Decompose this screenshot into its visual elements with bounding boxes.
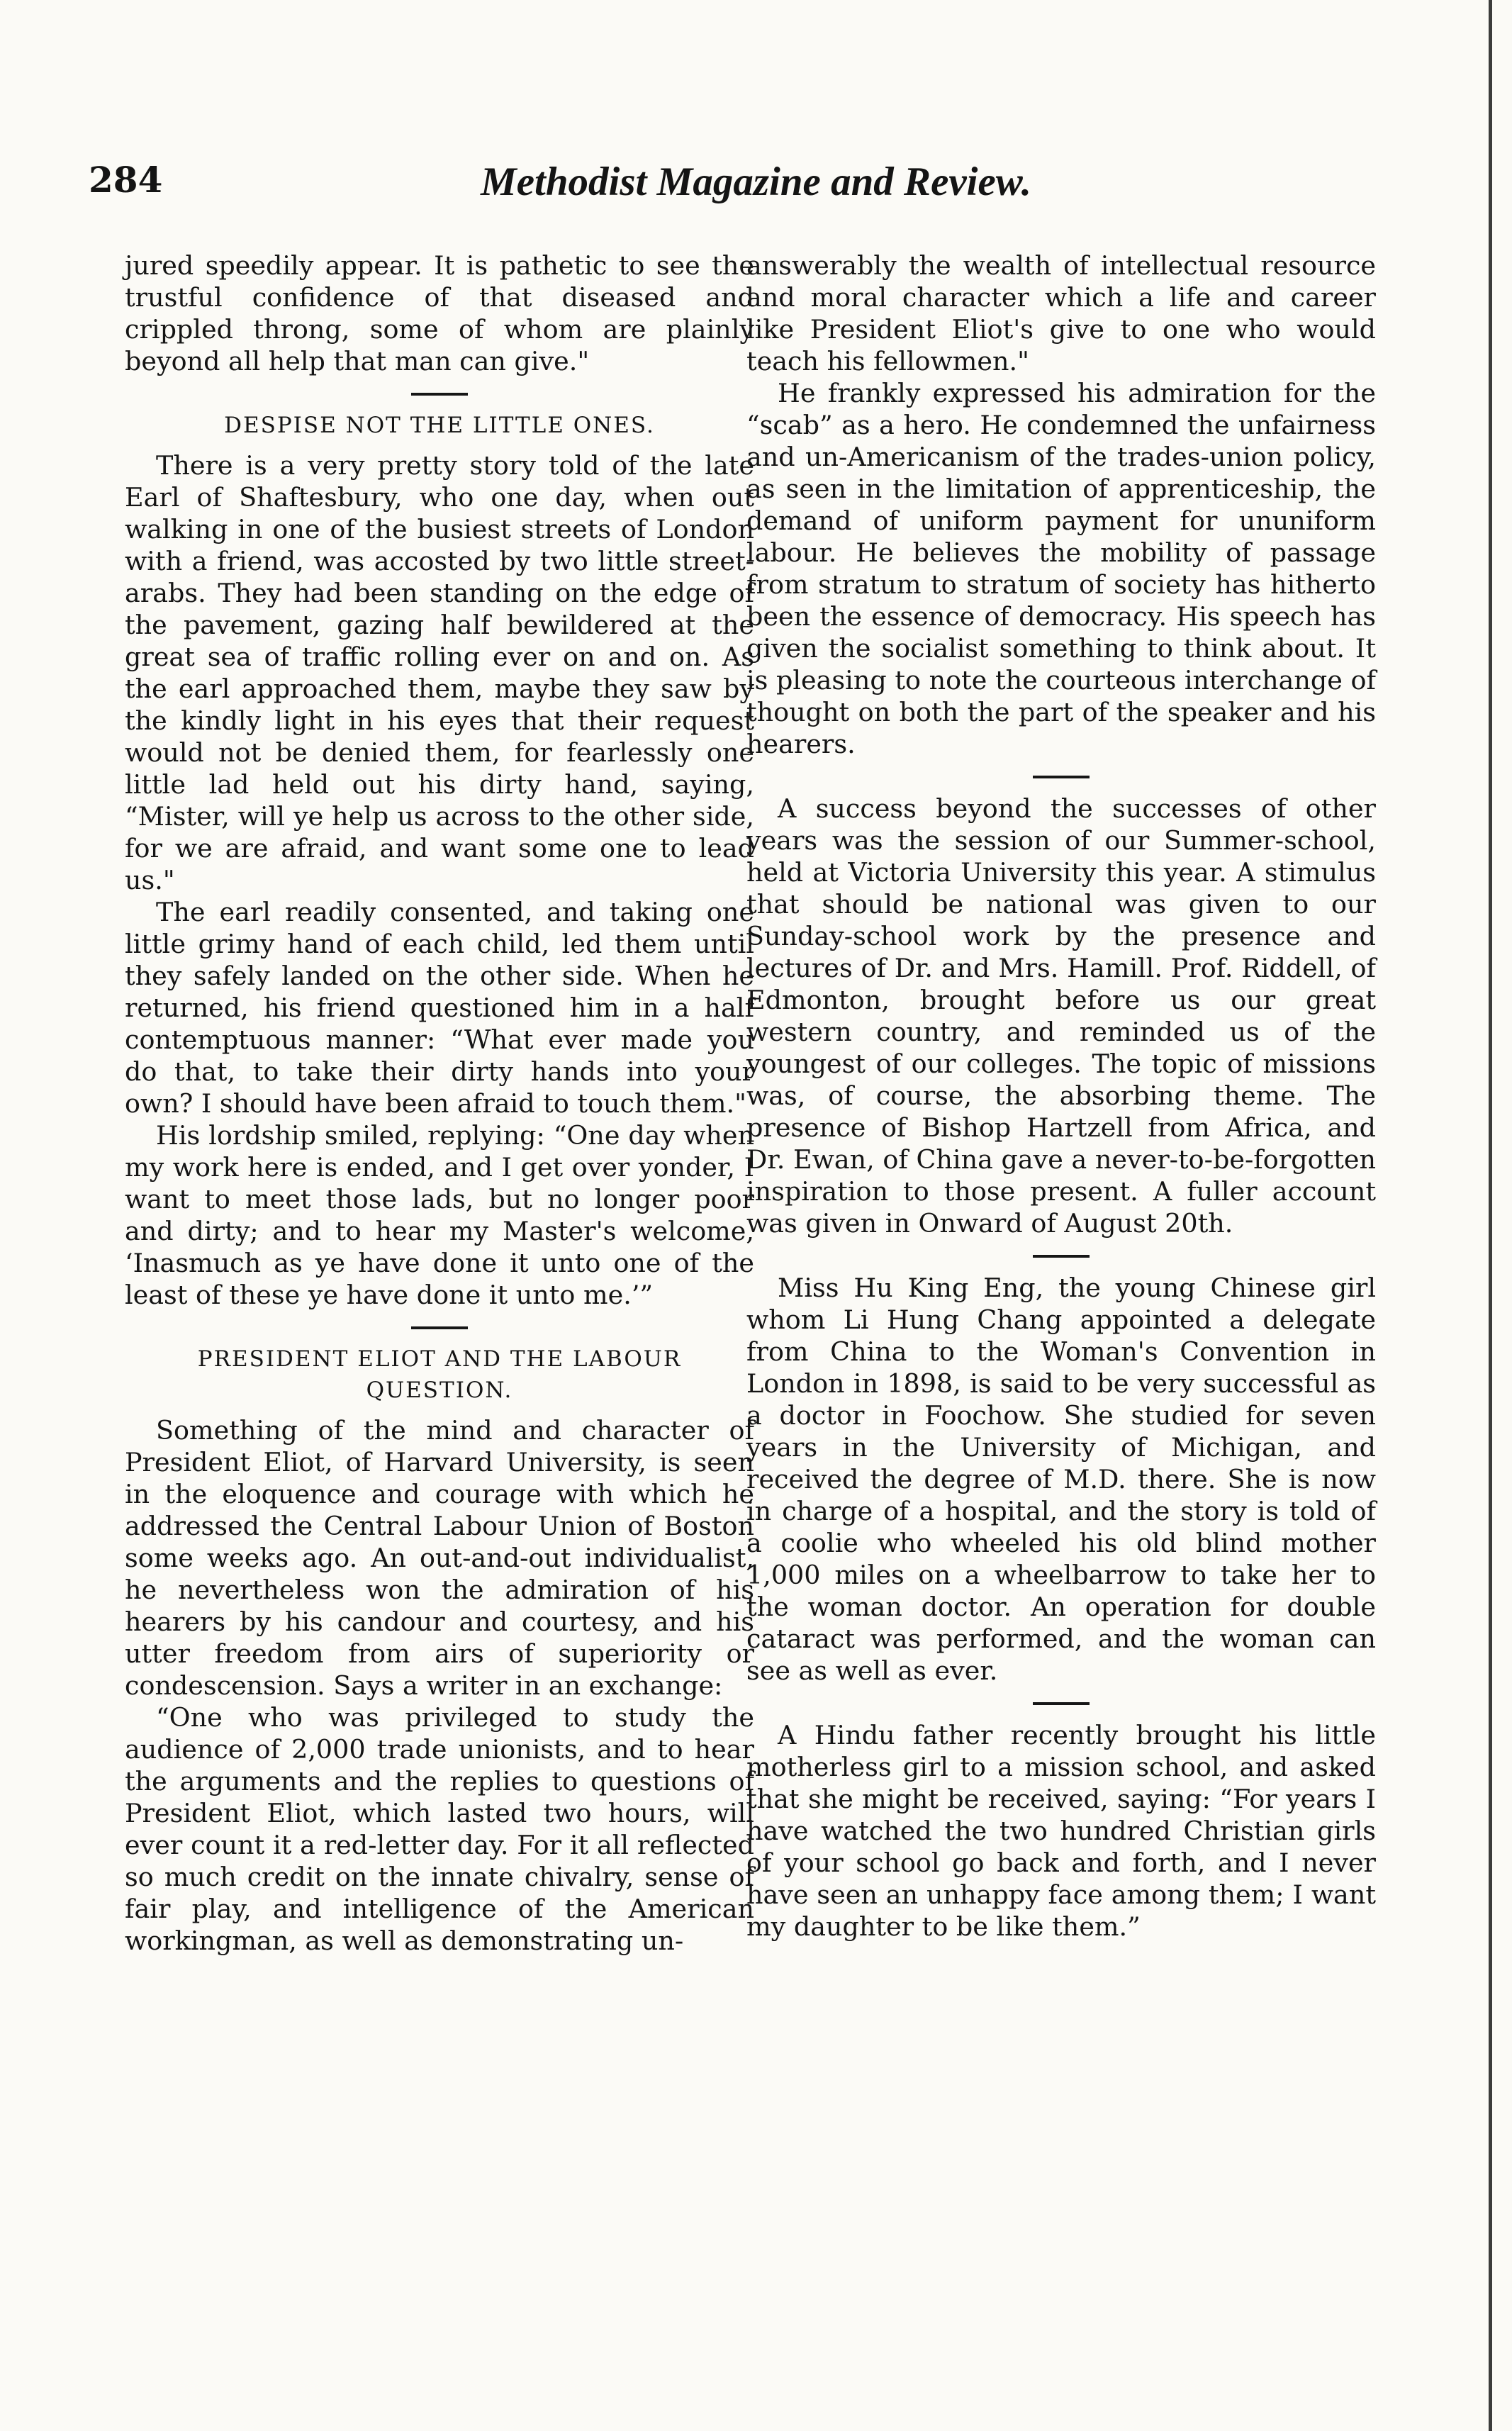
paragraph: A success beyond the successes of other years was the session of our Summer-school, held at Victoria University this year. A stimulus that should be national was given to our Sunday-school work by the presence and lectures of Dr. and Mrs. Hamill. Prof. Riddell, of Edmonton, brought before us our great western country, and reminded us of the youngest of our colleges. The topic of missions was, of course, the absorbing theme. The presence of Bishop Hartzell from Africa, and Dr. Ewan, of China gave a never-to-be-forgotten inspiration to those present. A fuller account was given in Onward of August 20th.: [746, 793, 1376, 1239]
page-header: [0, 159, 1512, 208]
section-heading: PRESIDENT ELIOT AND THE LABOUR QUESTION.: [197, 1346, 682, 1403]
paragraph: His lordship smiled, replying: “One day when my work here is ended, and I get over yonder, I want to meet those lads, but no longer poor and dirty; and to hear my Master's welcome, ‘Inasmuch as ye have done it unto one of the least of these ye have done it unto me.’”: [125, 1120, 754, 1310]
paragraph: Something of the mind and character of President Eliot, of Harvard University, is seen in the eloquence and courage with which he addressed the Central Labour Union of Boston some weeks ago. An out-and-out individualist, he nevertheless won the admiration of his hearers by his candour and courtesy, and his utter freedom from airs of superiority or condescension. Says a writer in an exchange:: [125, 1415, 754, 1701]
paragraph: There is a very pretty story told of the late Earl of Shaftesbury, who one day, when out walking in one of the busiest streets of London with a friend, was accosted by two little street-arabs. They had been standing on the edge of the pavement, gazing half bewildered at the great sea of traffic rolling ever on and on. As the earl approached them, maybe they saw by the kindly light in his eyes that their request would not be denied them, for fearlessly one little lad held out his dirty hand, saying, “Mister, will ye help us across to the other side, for we are afraid, and want some one to lead us.": [125, 450, 754, 895]
section-divider: [411, 393, 468, 396]
paragraph: The earl readily consented, and taking one little grimy hand of each child, led them until they safely landed on the other side. When he returned, his friend questioned him in a half contemptuous manner: “What ever made you do that, to take their dirty hands into your own? I should have been afraid to touch them.": [125, 897, 754, 1119]
section-divider: [411, 1326, 468, 1329]
paragraph: “One who was privileged to study the audience of 2,000 trade unionists, and to hear the arguments and the replies to questions of President Eliot, which lasted two hours, will ever count it a red-letter day. For it all reflected so much credit on the innate chivalry, sense of fair play, and intelligence of the American workingman, as well as demonstrating un-: [125, 1702, 754, 1956]
paragraph: He frankly expressed his admiration for the “scab” as a hero. He condemned the unfairness and un-Americanism of the trades-union policy, as seen in the limitation of apprenticeship, the demand of uniform payment for ununiform labour. He believes the mobility of passage from stratum to stratum of society has hitherto been the essence of democracy. His speech has given the socialist something to think about. It is pleasing to note the courteous interchange of thought on both the part of the speaker and his hearers.: [746, 378, 1376, 759]
right-column: [746, 250, 1376, 1943]
section-divider: [1033, 776, 1090, 778]
section-divider: [1033, 1702, 1090, 1705]
paragraph: Miss Hu King Eng, the young Chinese girl whom Li Hung Chang appointed a delegate from China to the Woman's Convention in London in 1898, is said to be very successful as a doctor in Foochow. She studied for seven years in the University of Michigan, and received the degree of M.D. there. She is now in charge of a hospital, and the story is told of a coolie who wheeled his old blind mother 1,000 miles on a wheelbarrow to take her to the woman doctor. An operation for double cataract was performed, and the woman can see as well as ever.: [746, 1273, 1376, 1686]
paragraph: answerably the wealth of intellectual resource and moral character which a life and career like President Eliot's give to one who would teach his fellowmen.": [746, 250, 1376, 376]
running-title: Methodist Magazine and Review.: [481, 160, 1031, 204]
left-column: [125, 250, 754, 1957]
page-edge-shadow: [1489, 0, 1492, 2431]
section-heading: DESPISE NOT THE LITTLE ONES.: [224, 413, 655, 438]
page-number: 284: [89, 159, 163, 201]
section-divider: [1033, 1255, 1090, 1258]
paragraph: A Hindu father recently brought his little motherless girl to a mission school, and asked that she might be received, saying: “For years I have watched the two hundred Christian girls of your school go back and forth, and I never have seen an unhappy face among them; I want my daughter to be like them.”: [746, 1720, 1376, 1942]
paragraph: jured speedily appear. It is pathetic to see the trustful confidence of that diseased and crippled throng, some of whom are plainly beyond all help that man can give.": [125, 250, 754, 376]
